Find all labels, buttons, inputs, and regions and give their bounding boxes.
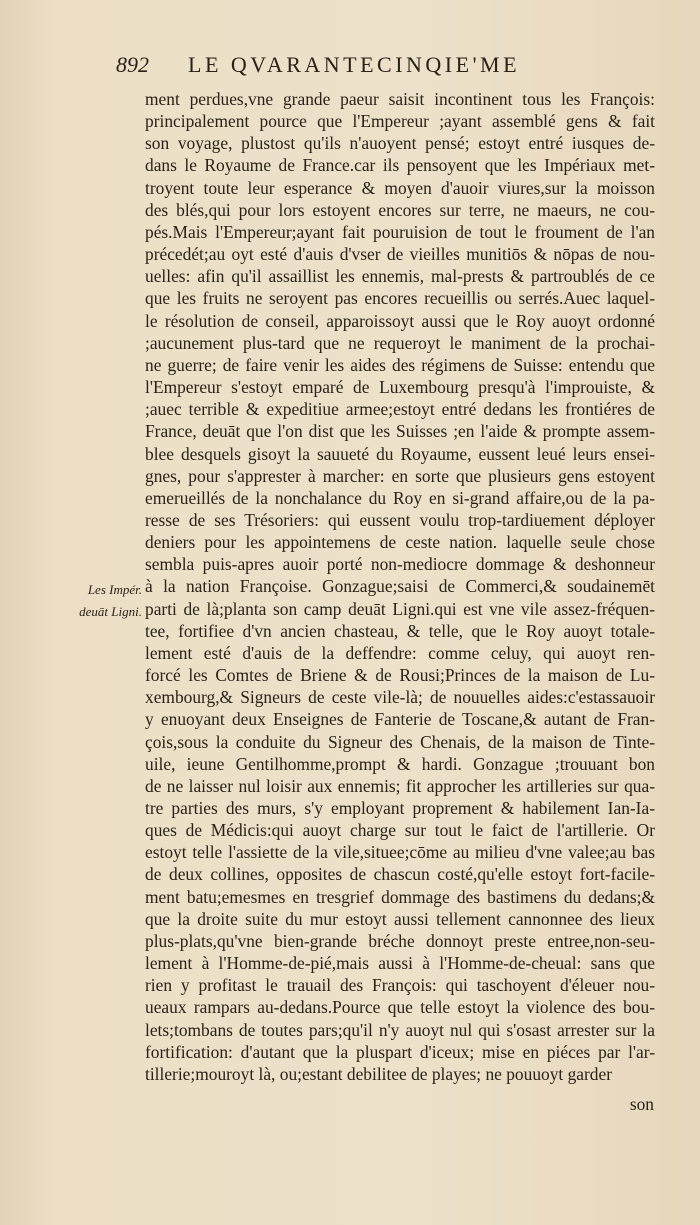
- text-line: ueaux rampars au-dedans.Pource que telle estoyt la violence des bou-: [145, 997, 655, 1018]
- text-line: de ne laisser nul loisir aux ennemis; fit approcher les artilleries sur qua-: [145, 775, 655, 796]
- catchword: son: [629, 1094, 654, 1114]
- text-line: çois,sous la conduite du Signeur des Chenais, de la maison de Tinte-: [145, 731, 655, 752]
- text-line: des blés,qui pour lors estoyent encores sur terre, ne maeurs, ne cou-: [145, 199, 655, 220]
- text-line: forcé les Comtes de Briene & de Rousi;Princes de la maison de Lu-: [145, 665, 655, 686]
- text-line: gnes, pour s'apprester à marcher: en sorte que plusieurs gens estoyent: [145, 465, 655, 486]
- text-line: ;auec terrible & expeditiue armee;estoyt entré dedans les frontiéres de: [145, 399, 655, 420]
- text-line: emerueillés de la nonchalance du Roy en si-grand affaire,ou de la pa-: [145, 487, 655, 508]
- text-line: troyent toute leur esperance & moyen d'auoir viures,sur la moisson: [145, 177, 655, 198]
- text-line: dans le Royaume de France.car ils pensoyent que les Impériaux met-: [145, 155, 655, 176]
- text-line: que la droite suite du mur estoyt aussi tellement cannonnee des lieux: [145, 908, 655, 929]
- text-line: ment perdues,vne grande paeur saisit incontinent tous les François:: [145, 89, 655, 109]
- page-header: [116, 52, 656, 86]
- text-line: rien y profitast le trauail des François: qui taschoyent d'éleuer nou-: [145, 975, 655, 996]
- text-line: lets;tombans de toutes pars;qu'il n'y auoyt nul qui s'osast arrester sur la: [145, 1019, 655, 1040]
- body-text: [145, 88, 655, 1085]
- margin-note-line: Les Impér.: [87, 582, 142, 597]
- text-line: à la nation Françoise. Gonzague;saisi de Commerci,& soudainemēt: [145, 576, 655, 597]
- text-line: plus-plats,qu'vne bien-grande bréche donnoyt preste entree,non-seu-: [145, 930, 655, 951]
- page-number: 892: [116, 52, 149, 77]
- text-line: précedét;au oyt esté d'auis d'vser de vieilles munitiōs & nōpas de nou-: [145, 244, 655, 265]
- text-line: ne guerre; de faire venir les aides des régimens de Suisse: entendu que: [145, 354, 655, 375]
- margin-note: [66, 579, 142, 623]
- text-line: tillerie;mouroyt là, ou;estant debilitee de playes; ne pouuoyt garder: [145, 1063, 612, 1084]
- text-line: ques de Médicis:qui auoyt charge sur tout le faict de l'artillerie. Or: [145, 820, 655, 841]
- text-line: le résolution de conseil, apparoissoyt aussi que le Roy auoyt ordonné: [145, 310, 655, 331]
- text-line: principalement pource que l'Empereur ;ayant assemblé gens & fait: [145, 111, 655, 132]
- text-line: uile, ieune Gentilhomme,prompt & hardi. Gonzague ;trouuant bon: [145, 753, 655, 774]
- text-line: France, deuāt que l'on dist que les Suisses ;en l'aide & prompte assem-: [145, 421, 655, 442]
- text-line: xembourg,& Signeurs de ceste vile-là; de nouuelles aides:c'estassauoir: [145, 687, 655, 708]
- text-line: uelles: afin qu'il assaillist les ennemis, mal-prests & partroublés de ce: [145, 266, 655, 287]
- text-line: son voyage, plustost qu'ils n'auoyent pensé; estoyt entré iusques de-: [145, 133, 655, 154]
- text-line: de deux collines, opposites de chascun costé,qu'elle estoyt fort-facile-: [145, 864, 655, 885]
- text-line: blee desquels gisoyt la sauueté du Royaume, eussent leué leurs ensei-: [145, 443, 655, 464]
- running-title: LE QVARANTECINQIE'ME: [188, 52, 521, 77]
- text-line: tee, fortifiee d'vn ancien chasteau, & telle, que le Roy auoyt totale-: [145, 620, 655, 641]
- text-line: fortification: d'autant que la pluspart d'iceux; mise en piéces par l'ar-: [145, 1041, 655, 1062]
- text-line: ment batu;emesmes en tresgrief dommage des bastimens du dedans;&: [145, 886, 655, 907]
- text-line: resse de ses Trésoriers: qui eussent voulu trop-tardiuement déployer: [145, 509, 655, 530]
- text-line: ;aucunement plus-tard que ne requeroyt le maniment de la prochai-: [145, 332, 655, 353]
- margin-note-line: deuāt Ligni.: [79, 604, 142, 619]
- text-line: lement à l'Homme-de-pié,mais aussi à l'Homme-de-cheual: sans que: [145, 953, 655, 974]
- text-line: que les fruits ne seroyent pas encores recueillis ou serrés.Auec laquel-: [145, 288, 655, 309]
- text-line: lement esté d'auis de la deffendre: comme celuy, qui auoyt ren-: [145, 642, 655, 663]
- text-line: y enuoyant deux Enseignes de Fanterie de Toscane,& autant de Fran-: [145, 709, 655, 730]
- text-line: deniers pour les appointemens de ceste nation. laquelle seule chose: [145, 532, 655, 553]
- text-line: pés.Mais l'Empereur;ayant fait pouruision de tout le froument de l'an: [145, 221, 655, 242]
- text-line: parti de là;planta son camp deuāt Ligni.qui est vne vile assez-fréquen-: [145, 598, 655, 619]
- text-line: l'Empereur s'estoyt emparé de Luxembourg presqu'à l'improuiste, &: [145, 377, 655, 398]
- text-line: estoyt telle l'assiette de la vile,situee;cōme au milieu d'vne valee;au bas: [145, 842, 655, 863]
- text-line: tre parties des murs, s'y employant proprement & habilement Ian-Ia-: [145, 798, 655, 818]
- text-line: sembla puis-apres auoir porté non-mediocre dommage & deshonneur: [145, 554, 655, 575]
